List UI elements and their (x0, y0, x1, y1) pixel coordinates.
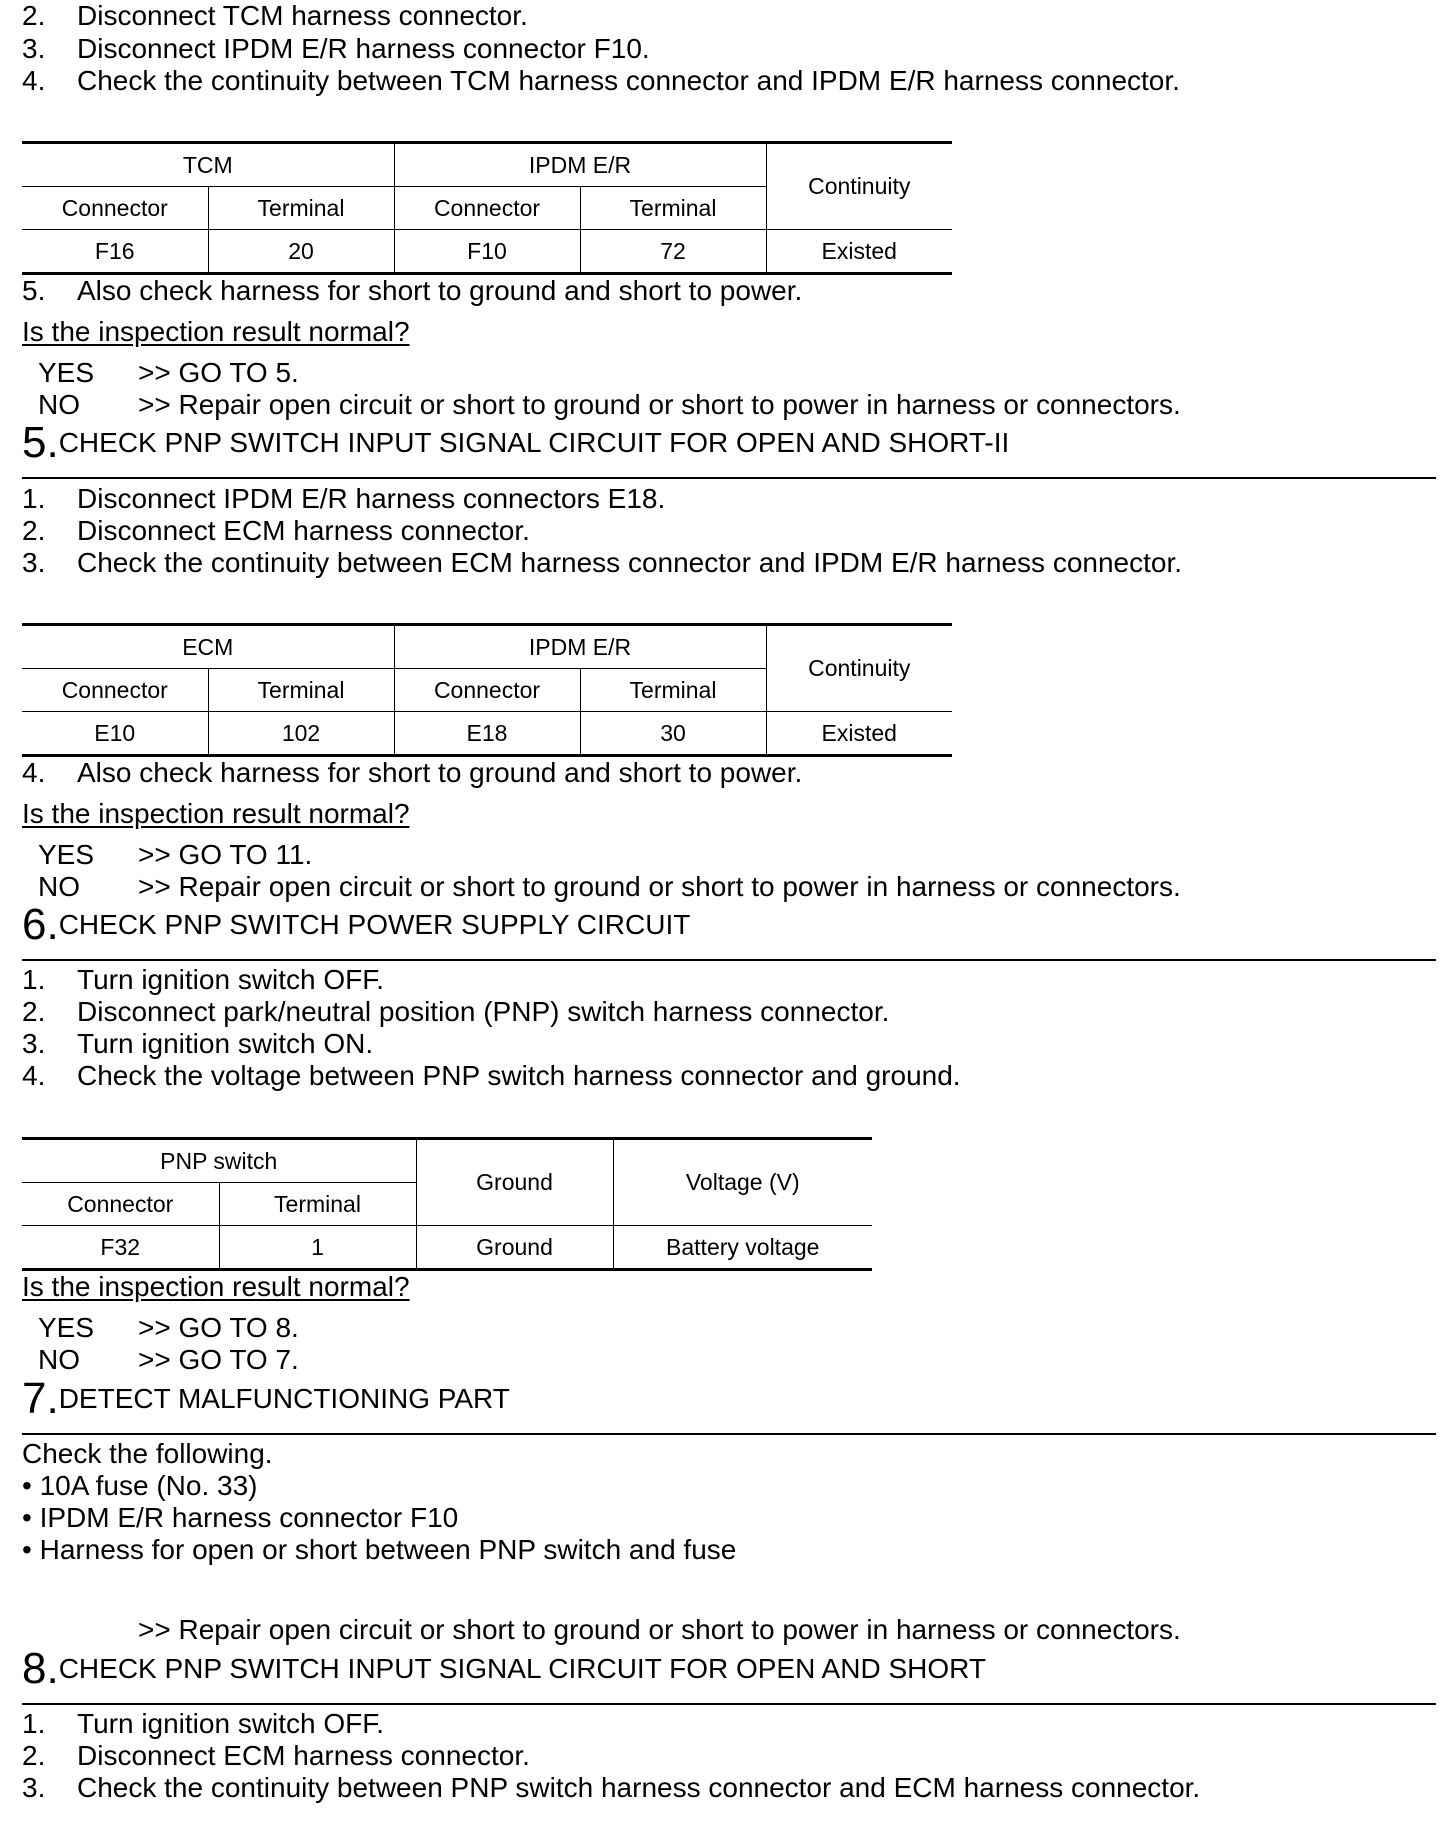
inspection-question: Is the inspection result normal? (22, 798, 410, 829)
answer-yes-action: >> GO TO 5. (138, 357, 299, 388)
list-item: Disconnect IPDM E/R harness connectors E18. (77, 483, 666, 514)
list-item: Disconnect IPDM E/R harness connector F10. (77, 33, 650, 64)
step-number: 6. (22, 900, 59, 949)
table-header: ECM (22, 625, 394, 669)
answer-no-action: >> GO TO 7. (138, 1344, 299, 1375)
answer-no-label: NO (38, 389, 80, 420)
step-title: CHECK PNP SWITCH INPUT SIGNAL CIRCUIT FOR OPEN AND SHORT (58, 1653, 986, 1684)
list-item: Check the continuity between ECM harness connector and IPDM E/R harness connector. (77, 547, 1183, 578)
table-header: Voltage (V) (613, 1139, 872, 1226)
bullet-item: • IPDM E/R harness connector F10 (22, 1502, 459, 1533)
table-cell: 102 (208, 712, 394, 756)
table-cell: F32 (22, 1226, 219, 1270)
list-item: Check the voltage between PNP switch harness connector and ground. (77, 1060, 961, 1091)
list-number: 1. (22, 964, 46, 995)
list-number: 1. (22, 483, 46, 514)
bullet-item: • Harness for open or short between PNP switch and fuse (22, 1534, 737, 1565)
answer-no-action: >> Repair open circuit or short to ground or short to power in harness or connectors. (138, 389, 1181, 420)
list-item: Turn ignition switch OFF. (77, 964, 385, 995)
table-subheader: Terminal (208, 669, 394, 712)
section-divider (22, 1433, 1436, 1435)
answer-yes-label: YES (38, 1312, 95, 1343)
table-subheader: Connector (394, 669, 580, 712)
table-header: IPDM E/R (394, 143, 766, 187)
table-subheader: Connector (22, 669, 208, 712)
step-number: 7. (22, 1374, 59, 1423)
table-cell: E10 (22, 712, 208, 756)
table-row (22, 230, 952, 274)
table-cell: E18 (394, 712, 580, 756)
list-number: 3. (22, 547, 46, 578)
inspection-question: Is the inspection result normal? (22, 1271, 410, 1302)
list-number: 3. (22, 33, 46, 64)
pnp-switch-voltage-table (22, 1137, 872, 1271)
bullet-text: 10A fuse (No. 33) (39, 1470, 258, 1501)
table-header: IPDM E/R (394, 625, 766, 669)
list-number: 4. (22, 1060, 46, 1091)
list-number: 4. (22, 757, 46, 788)
table-cell: 20 (208, 230, 394, 274)
table-cell: 72 (580, 230, 766, 274)
list-item: Turn ignition switch ON. (77, 1028, 374, 1059)
table-cell: Existed (766, 712, 952, 756)
answer-yes-action: >> GO TO 8. (138, 1312, 299, 1343)
list-item: Disconnect park/neutral position (PNP) switch harness connector. (77, 996, 890, 1027)
step-title: DETECT MALFUNCTIONING PART (58, 1383, 510, 1414)
answer-no-action: >> Repair open circuit or short to ground or short to power in harness or connectors. (138, 871, 1181, 902)
list-item: Also check harness for short to ground and short to power. (77, 757, 803, 788)
table-cell: Existed (766, 230, 952, 274)
step-8-heading (22, 1646, 986, 1692)
table-subheader: Connector (22, 1183, 219, 1226)
answer-yes-action: >> GO TO 11. (138, 839, 313, 870)
tcm-ipdm-continuity-table (22, 141, 952, 275)
list-number: 1. (22, 1708, 46, 1739)
list-number: 2. (22, 996, 46, 1027)
table-row (22, 1226, 872, 1270)
step-number: 5. (22, 418, 59, 467)
table-subheader: Connector (394, 187, 580, 230)
section-divider (22, 959, 1436, 961)
step-number: 8. (22, 1644, 59, 1693)
table-subheader: Terminal (208, 187, 394, 230)
list-number: 2. (22, 1740, 46, 1771)
table-cell: 1 (219, 1226, 416, 1270)
list-item: Check the continuity between PNP switch harness connector and ECM harness connector. (77, 1772, 1201, 1803)
section-divider (22, 477, 1436, 479)
table-header: Continuity (766, 143, 952, 230)
list-item: Turn ignition switch OFF. (77, 1708, 385, 1739)
table-header: Ground (416, 1139, 613, 1226)
table-header: PNP switch (22, 1139, 416, 1183)
step-title: CHECK PNP SWITCH POWER SUPPLY CIRCUIT (58, 909, 691, 940)
step-title: CHECK PNP SWITCH INPUT SIGNAL CIRCUIT FOR OPEN AND SHORT-II (58, 427, 1010, 458)
list-number: 4. (22, 65, 46, 96)
table-cell: F10 (394, 230, 580, 274)
table-header: TCM (22, 143, 394, 187)
answer-yes-label: YES (38, 839, 95, 870)
list-number: 3. (22, 1772, 46, 1803)
bullet-text: IPDM E/R harness connector F10 (39, 1502, 459, 1533)
repair-action: >> Repair open circuit or short to ground or short to power in harness or connectors. (138, 1614, 1181, 1645)
list-number: 2. (22, 515, 46, 546)
bullet-text: Harness for open or short between PNP switch and fuse (39, 1534, 737, 1565)
bullet-item: • 10A fuse (No. 33) (22, 1470, 258, 1501)
table-cell: F16 (22, 230, 208, 274)
table-cell: Battery voltage (613, 1226, 872, 1270)
check-intro: Check the following. (22, 1438, 273, 1469)
table-subheader: Terminal (580, 187, 766, 230)
answer-no-label: NO (38, 871, 80, 902)
list-item: Disconnect TCM harness connector. (77, 0, 528, 31)
step-6-heading (22, 902, 690, 948)
section-divider (22, 1703, 1436, 1705)
list-item: Check the continuity between TCM harness connector and IPDM E/R harness connector. (77, 65, 1180, 96)
table-row (22, 712, 952, 756)
step-5-heading (22, 420, 1009, 466)
list-item: Also check harness for short to ground and short to power. (77, 275, 803, 306)
answer-no-label: NO (38, 1344, 80, 1375)
ecm-ipdm-continuity-table (22, 623, 952, 757)
list-item: Disconnect ECM harness connector. (77, 515, 530, 546)
table-subheader: Terminal (219, 1183, 416, 1226)
table-header: Continuity (766, 625, 952, 712)
inspection-question: Is the inspection result normal? (22, 316, 410, 347)
table-cell: Ground (416, 1226, 613, 1270)
step-7-heading (22, 1376, 510, 1422)
table-subheader: Terminal (580, 669, 766, 712)
list-number: 3. (22, 1028, 46, 1059)
list-item: Disconnect ECM harness connector. (77, 1740, 530, 1771)
answer-yes-label: YES (38, 357, 95, 388)
list-number: 2. (22, 0, 46, 31)
list-number: 5. (22, 275, 46, 306)
table-subheader: Connector (22, 187, 208, 230)
table-cell: 30 (580, 712, 766, 756)
